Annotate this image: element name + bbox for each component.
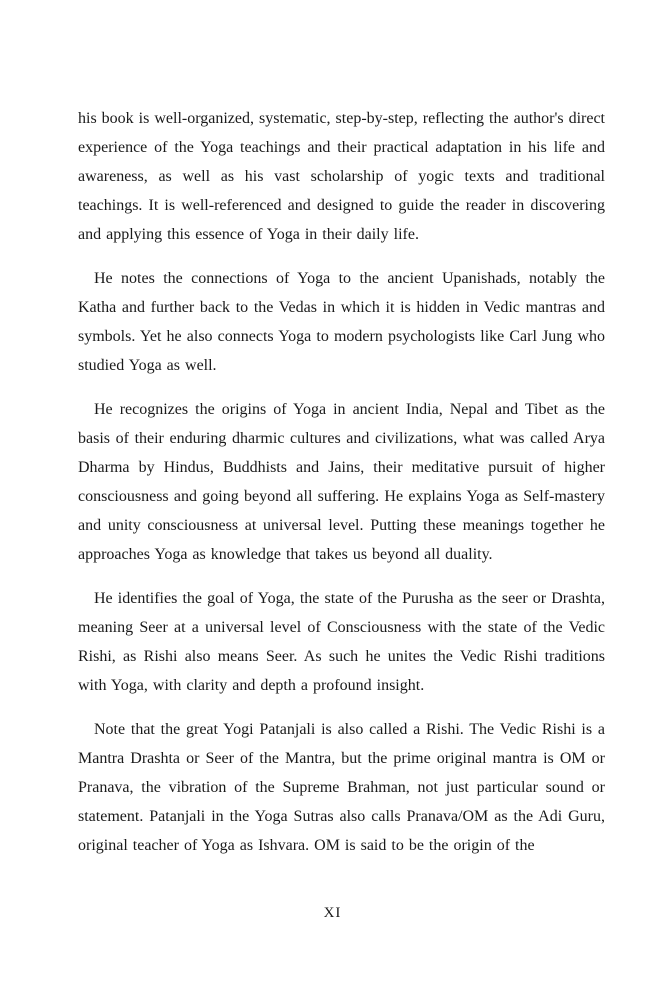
page-body-text (78, 104, 605, 875)
paragraph-2: He notes the connections of Yoga to the ancient Upanishads, notably the Katha and further back to the Vedas in which it is hidden in Vedic mantras and symbols. Yet he also connects Yoga to modern psychologists like Carl Jung who studied Yoga as well. (78, 270, 605, 374)
paragraph-4: He identifies the goal of Yoga, the state of the Purusha as the seer or Drashta, meaning Seer at a universal level of Consciousness with the state of the Vedic Rishi, as Rishi also means Seer. As such he unites the Vedic Rishi traditions with Yoga, with clarity and depth a profound insight. (78, 590, 605, 694)
paragraph-1: his book is well-organized, systematic, step-by-step, reflecting the author's direct experience of the Yoga teachings and their practical adaptation in his life and awareness, as well as his vast scholarship of yogic texts and traditional teachings. It is well-referenced and designed to guide the reader in discovering and applying this essence of Yoga in their daily life. (78, 110, 605, 243)
paragraph-3: He recognizes the origins of Yoga in ancient India, Nepal and Tibet as the basis of their enduring dharmic cultures and civilizations, what was called Arya Dharma by Hindus, Buddhists and Jains, their meditative pursuit of higher consciousness and going beyond all suffering. He explains Yoga as Self-mastery and unity consciousness at universal level. Putting these meanings together he approaches Yoga as knowledge that takes us beyond all duality. (78, 401, 605, 563)
paragraph-5: Note that the great Yogi Patanjali is also called a Rishi. The Vedic Rishi is a Mantra Drashta or Seer of the Mantra, but the prime original mantra is OM or Pranava, the vibration of the Supreme Brahman, not just particular sound or statement. Patanjali in the Yoga Sutras also calls Pranava/OM as the Adi Guru, original teacher of Yoga as Ishvara. OM is said to be the origin of the (78, 721, 605, 854)
page-number: XI (323, 905, 342, 921)
